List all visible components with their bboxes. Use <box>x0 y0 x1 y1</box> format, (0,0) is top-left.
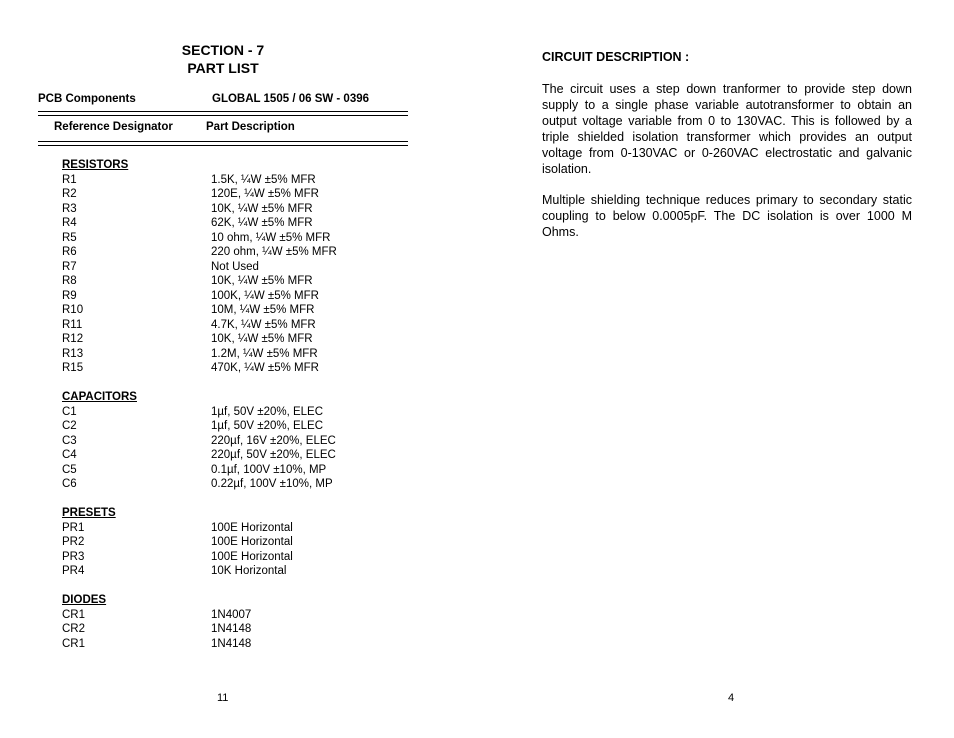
part-description: 10K, ¼W ±5% MFR <box>211 275 313 287</box>
part-row <box>62 187 402 202</box>
part-description: 1µf, 50V ±20%, ELEC <box>211 405 324 418</box>
part-description: 1.2M, ¼W ±5% MFR <box>211 347 318 360</box>
part-description: 220 ohm, ¼W ±5% MFR <box>211 246 337 258</box>
section-subtitle: PART LIST <box>187 60 259 76</box>
part-row <box>62 332 402 347</box>
part-reference: PR2 <box>62 536 85 548</box>
part-row <box>62 463 402 478</box>
page-number-right: 4 <box>728 692 735 704</box>
part-row <box>62 608 402 623</box>
part-group-title: PRESETS <box>62 507 116 519</box>
part-row <box>62 202 402 217</box>
part-group <box>62 506 402 579</box>
part-reference: R7 <box>62 260 77 273</box>
part-reference: PR4 <box>62 565 85 577</box>
part-reference: R11 <box>62 318 83 331</box>
part-row <box>62 274 402 289</box>
part-reference: R9 <box>62 289 77 302</box>
part-row <box>62 173 402 188</box>
part-row <box>62 448 402 463</box>
part-row <box>62 535 402 550</box>
part-group <box>62 158 402 376</box>
part-description-header: Part Description <box>206 121 295 133</box>
part-reference: C6 <box>62 478 77 490</box>
part-description: 100K, ¼W ±5% MFR <box>211 289 319 302</box>
page-number-left: 11 <box>217 692 229 704</box>
part-reference: R3 <box>62 202 77 215</box>
circuit-description-title: CIRCUIT DESCRIPTION : <box>542 50 690 64</box>
part-reference: R6 <box>62 246 77 258</box>
part-reference: CR1 <box>62 637 86 650</box>
part-row <box>62 347 402 362</box>
part-reference: R5 <box>62 231 77 244</box>
part-row <box>62 405 402 420</box>
part-reference: C4 <box>62 449 77 461</box>
part-reference: R15 <box>62 362 84 374</box>
part-group <box>62 593 402 651</box>
reference-designator-header: Reference Designator <box>54 121 173 133</box>
double-rule-top <box>38 111 408 116</box>
part-description: 10K, ¼W ±5% MFR <box>211 202 313 215</box>
parts-list <box>62 158 402 666</box>
part-row <box>62 231 402 246</box>
part-group-title: RESISTORS <box>62 159 129 171</box>
part-reference: R1 <box>62 173 77 186</box>
part-group-title: CAPACITORS <box>62 391 137 403</box>
part-row <box>62 564 402 579</box>
part-reference: R12 <box>62 333 84 345</box>
part-reference: C1 <box>62 405 77 418</box>
part-reference: C5 <box>62 463 77 476</box>
part-row <box>62 260 402 275</box>
part-row <box>62 303 402 318</box>
part-row <box>62 477 402 492</box>
part-row <box>62 622 402 637</box>
part-reference: R10 <box>62 304 84 316</box>
part-row <box>62 550 402 565</box>
part-reference: CR1 <box>62 608 86 621</box>
column-headers <box>54 120 295 134</box>
part-group-title: DIODES <box>62 594 107 606</box>
part-row <box>62 361 402 376</box>
part-reference: R13 <box>62 347 84 360</box>
part-description: 10K Horizontal <box>211 565 287 577</box>
part-row <box>62 434 402 449</box>
part-description: 220µf, 16V ±20%, ELEC <box>211 434 336 447</box>
part-description: 10K, ¼W ±5% MFR <box>211 333 313 345</box>
section-title: SECTION - 7 <box>181 42 265 58</box>
part-description: 10M, ¼W ±5% MFR <box>211 304 315 316</box>
part-reference: R8 <box>62 275 77 287</box>
part-reference: CR2 <box>62 623 86 635</box>
part-description: 100E Horizontal <box>211 536 293 548</box>
part-reference: R2 <box>62 188 77 200</box>
part-description: 1N4148 <box>211 637 252 650</box>
part-description: 120E, ¼W ±5% MFR <box>211 188 319 200</box>
double-rule-bottom <box>38 141 408 146</box>
circuit-paragraph-2: Multiple shielding technique reduces primary to secondary static coupling to below 0.0005pF. The DC isolation is over 1000 M Ohms. <box>542 193 912 239</box>
part-description: 1µf, 50V ±20%, ELEC <box>211 420 324 432</box>
part-reference: C3 <box>62 434 77 447</box>
part-description: 62K, ¼W ±5% MFR <box>211 217 313 229</box>
part-description: Not Used <box>211 260 259 273</box>
right-page <box>477 0 954 738</box>
part-group <box>62 390 402 492</box>
part-row <box>62 318 402 333</box>
pcb-header-row <box>38 92 370 106</box>
circuit-paragraph-1: The circuit uses a step down tranformer to provide step down supply to a single phase variable autotransformer to obtain an output voltage variable from 0 to 130VAC. This is followed by a triple shielded isolation transformer which provides an output voltage from 0-130VAC or 0-260VAC electrostatic and galvanic isolation. <box>542 82 912 176</box>
part-reference: C2 <box>62 420 77 432</box>
part-description: 0.1µf, 100V ±10%, MP <box>211 463 327 476</box>
part-row <box>62 419 402 434</box>
part-row <box>62 637 402 652</box>
part-description: 4.7K, ¼W ±5% MFR <box>211 318 316 331</box>
part-description: 470K, ¼W ±5% MFR <box>211 362 319 374</box>
part-reference: PR3 <box>62 550 85 563</box>
part-description: 100E Horizontal <box>211 521 293 534</box>
part-reference: R4 <box>62 217 77 229</box>
pcb-components-label: PCB Components <box>38 93 136 105</box>
part-description: 1N4148 <box>211 623 252 635</box>
part-row <box>62 289 402 304</box>
part-description: 0.22µf, 100V ±10%, MP <box>211 478 333 490</box>
part-description: 100E Horizontal <box>211 550 293 563</box>
part-row <box>62 216 402 231</box>
part-description: 1N4007 <box>211 608 252 621</box>
part-row <box>62 245 402 260</box>
part-description: 220µf, 50V ±20%, ELEC <box>211 449 336 461</box>
part-description: 1.5K, ¼W ±5% MFR <box>211 173 316 186</box>
part-row <box>62 521 402 536</box>
part-reference: PR1 <box>62 521 85 534</box>
model-label: GLOBAL 1505 / 06 SW - 0396 <box>212 93 370 105</box>
part-description: 10 ohm, ¼W ±5% MFR <box>211 231 331 244</box>
